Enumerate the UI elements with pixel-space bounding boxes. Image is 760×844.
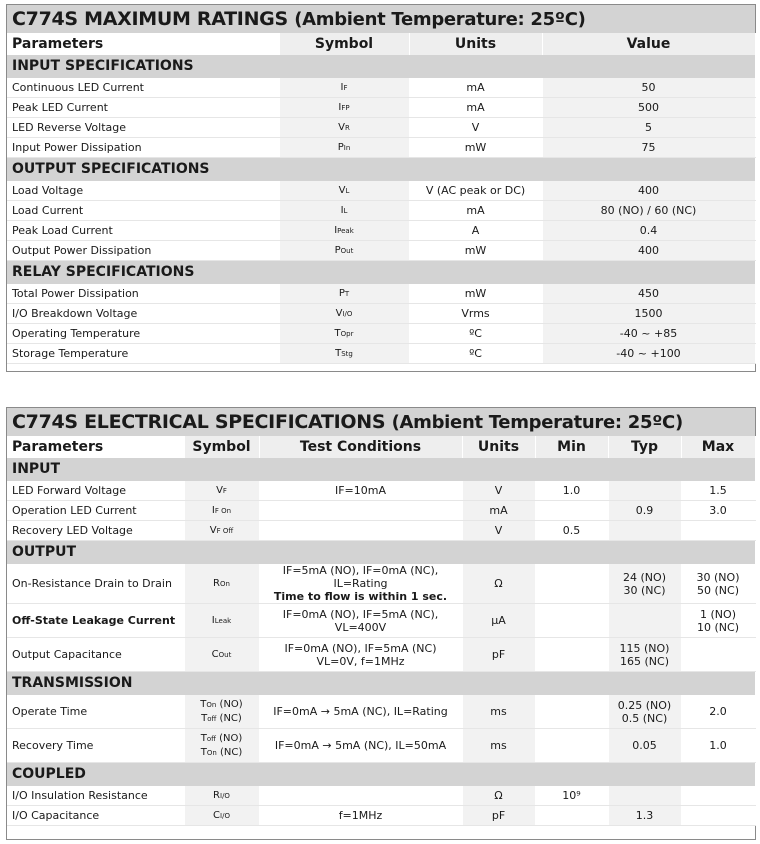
units-cell: ms <box>462 695 535 729</box>
symbol-subscript: In <box>343 143 351 152</box>
column-header: Test Conditions <box>259 436 462 458</box>
test-conditions-cell <box>259 501 462 521</box>
symbol-subscript: off <box>206 734 216 743</box>
max-cell-line: 2.0 <box>709 705 727 718</box>
max-cell <box>681 729 755 763</box>
min-cell <box>535 564 608 604</box>
symbol-subscript: On <box>206 748 217 757</box>
typ-cell-line: 30 (NC) <box>623 583 666 597</box>
parameter-cell: Off-State Leakage Current <box>7 604 184 638</box>
parameter-cell: Storage Temperature <box>7 344 279 364</box>
symbol-main: V <box>216 484 223 496</box>
typ-cell-line: 0.05 <box>632 739 657 752</box>
symbol-cell <box>184 521 259 541</box>
table-row <box>7 806 755 826</box>
section-header-row <box>7 55 755 78</box>
symbol-line <box>185 698 259 712</box>
parameter-cell: Operation LED Current <box>7 501 184 521</box>
test-conditions-cell-line: VL=0V, f=1MHz <box>316 654 405 668</box>
test-conditions-cell-line: f=1MHz <box>338 809 383 822</box>
parameter-cell: I/O Insulation Resistance <box>7 786 184 806</box>
section-header-row <box>7 158 755 182</box>
min-cell: 0.5 <box>535 521 608 541</box>
symbol-cell <box>184 729 259 763</box>
table-row <box>7 695 755 729</box>
typ-cell <box>608 786 681 806</box>
typ-cell <box>608 638 681 672</box>
section-title: OUTPUT <box>7 541 755 565</box>
parameter-cell: I/O Breakdown Voltage <box>7 304 279 324</box>
symbol-main: R <box>213 577 220 589</box>
symbol-main: T <box>200 746 207 758</box>
title-paren: (Ambient Temperature: 25ºC) <box>391 412 683 433</box>
parameter-cell: Operating Temperature <box>7 324 279 344</box>
units-cell: mA <box>409 98 542 118</box>
units-cell: mW <box>409 138 542 158</box>
parameter-cell: Output Capacitance <box>7 638 184 672</box>
symbol-cell <box>184 638 259 672</box>
symbol-cell <box>279 324 409 344</box>
column-header: Symbol <box>184 436 259 458</box>
column-header: Typ <box>608 436 681 458</box>
symbol-cell <box>279 221 409 241</box>
column-header: Min <box>535 436 608 458</box>
max-cell <box>681 806 755 826</box>
section-title: COUPLED <box>7 763 755 787</box>
test-conditions-cell <box>259 729 462 763</box>
max-cell <box>681 786 755 806</box>
max-cell-line: 3.0 <box>709 504 727 517</box>
table-row <box>7 638 755 672</box>
parameter-cell: LED Forward Voltage <box>7 481 184 501</box>
section-title: OUTPUT SPECIFICATIONS <box>7 158 755 182</box>
max-cell-line: 30 (NO) <box>696 570 740 584</box>
symbol-main: T <box>334 327 341 339</box>
parameter-cell: Load Current <box>7 201 279 221</box>
symbol-cell <box>279 304 409 324</box>
units-cell: Vrms <box>409 304 542 324</box>
symbol-subscript: Stg <box>341 349 353 358</box>
symbol-main: I <box>340 204 344 216</box>
symbol-cell <box>279 181 409 201</box>
symbol-main: V <box>338 121 345 133</box>
typ-cell <box>608 806 681 826</box>
max-cell <box>681 521 755 541</box>
section-header-row <box>7 763 755 787</box>
symbol-cell <box>279 344 409 364</box>
symbol-subscript: R <box>344 123 350 132</box>
symbol-cell <box>279 118 409 138</box>
units-cell: A <box>409 221 542 241</box>
header-row <box>7 33 755 55</box>
min-cell <box>535 638 608 672</box>
section-title: INPUT <box>7 458 755 481</box>
symbol-subscript: Peak <box>337 226 354 235</box>
units-cell: µA <box>462 604 535 638</box>
max-cell <box>681 604 755 638</box>
max-cell-line: 1 (NO) <box>700 607 736 621</box>
symbol-main: R <box>213 789 220 801</box>
symbol-main: P <box>338 287 345 299</box>
value-cell: 1500 <box>542 304 755 324</box>
symbol-cell <box>184 481 259 501</box>
units-cell: ºC <box>409 324 542 344</box>
symbol-subscript: L <box>343 206 348 215</box>
typ-cell-line: 165 (NC) <box>620 654 669 668</box>
symbol-main: T <box>200 698 207 710</box>
max-cell-line: 10 (NC) <box>697 620 739 634</box>
symbol-subscript: Out <box>218 650 232 659</box>
test-conditions-cell <box>259 564 462 604</box>
symbol-main: T <box>201 712 208 724</box>
symbol-subscript: L <box>345 186 350 195</box>
min-cell: 1.0 <box>535 481 608 501</box>
value-cell: -40 ~ +85 <box>542 324 755 344</box>
max-cell <box>681 501 755 521</box>
min-cell <box>535 604 608 638</box>
min-cell <box>535 695 608 729</box>
electrical-specs-title <box>7 408 755 436</box>
title-main: C774S ELECTRICAL SPECIFICATIONS <box>12 411 386 433</box>
parameter-cell: Recovery Time <box>7 729 184 763</box>
column-header: Parameters <box>7 33 279 55</box>
symbol-subscript: On <box>206 700 217 709</box>
max-cell-line: 1.0 <box>709 739 727 752</box>
symbol-subscript: T <box>344 289 350 298</box>
symbol-subscript: I/O <box>220 791 230 800</box>
symbol-cell <box>184 501 259 521</box>
symbol-subscript: On <box>220 579 230 588</box>
units-cell: mA <box>462 501 535 521</box>
symbol-main: I <box>338 101 342 113</box>
value-cell: 0.4 <box>542 221 755 241</box>
symbol-suffix: (NC) <box>216 746 243 758</box>
test-conditions-cell-line: IF=0mA (NO), IF=5mA (NC), VL=400V <box>282 607 439 634</box>
symbol-suffix: (NO) <box>216 698 243 710</box>
symbol-line <box>185 712 259 726</box>
table-row <box>7 501 755 521</box>
symbol-main: I <box>340 81 344 93</box>
maximum-ratings-title <box>7 5 755 33</box>
symbol-main: I <box>211 504 215 516</box>
section-header-row <box>7 672 755 696</box>
symbol-cell <box>279 138 409 158</box>
parameter-cell: Recovery LED Voltage <box>7 521 184 541</box>
symbol-subscript: I/O <box>220 811 230 820</box>
parameter-cell: Peak LED Current <box>7 98 279 118</box>
table-row <box>7 284 755 304</box>
section-header-row <box>7 261 755 285</box>
typ-cell-line: 1.3 <box>635 809 654 822</box>
section-header-row <box>7 541 755 565</box>
symbol-cell <box>184 695 259 729</box>
symbol-main: C <box>211 648 219 660</box>
units-cell: V <box>462 481 535 501</box>
typ-cell <box>608 481 681 501</box>
symbol-subscript: I/O <box>342 309 353 318</box>
section-title: RELAY SPECIFICATIONS <box>7 261 755 285</box>
typ-cell <box>608 564 681 604</box>
units-cell: mA <box>409 78 542 98</box>
symbol-cell <box>279 241 409 261</box>
maximum-ratings-table <box>7 33 756 364</box>
units-cell: mA <box>409 201 542 221</box>
test-conditions-cell <box>259 481 462 501</box>
test-conditions-cell <box>259 695 462 729</box>
max-cell <box>681 564 755 604</box>
table-row <box>7 98 755 118</box>
symbol-main: P <box>337 141 344 153</box>
value-cell: 75 <box>542 138 755 158</box>
symbol-cell <box>184 786 259 806</box>
symbol-subscript: Out <box>340 246 354 255</box>
units-cell: Ω <box>462 786 535 806</box>
column-header: Units <box>462 436 535 458</box>
symbol-line <box>185 746 259 760</box>
symbol-main: C <box>213 809 221 821</box>
table-row <box>7 78 755 98</box>
table-row <box>7 201 755 221</box>
title-main: C774S MAXIMUM RATINGS <box>12 8 288 30</box>
table-row <box>7 729 755 763</box>
column-header: Value <box>542 33 755 55</box>
table-row <box>7 481 755 501</box>
parameter-cell: I/O Capacitance <box>7 806 184 826</box>
electrical-specs-table <box>7 436 756 826</box>
typ-cell <box>608 501 681 521</box>
symbol-suffix: (NO) <box>215 732 243 744</box>
table-row <box>7 344 755 364</box>
symbol-main: I <box>211 614 215 626</box>
value-cell: 450 <box>542 284 755 304</box>
table-row <box>7 118 755 138</box>
table-row <box>7 221 755 241</box>
typ-cell <box>608 521 681 541</box>
min-cell <box>535 729 608 763</box>
max-cell <box>681 481 755 501</box>
max-cell <box>681 695 755 729</box>
units-cell: mW <box>409 284 542 304</box>
units-cell: pF <box>462 806 535 826</box>
table-row <box>7 324 755 344</box>
units-cell: V <box>462 521 535 541</box>
column-header: Parameters <box>7 436 184 458</box>
symbol-main: V <box>209 524 217 536</box>
section-title: TRANSMISSION <box>7 672 755 696</box>
value-cell: 400 <box>542 241 755 261</box>
symbol-subscript: FP <box>341 103 350 112</box>
parameter-cell: Output Power Dissipation <box>7 241 279 261</box>
symbol-cell <box>279 284 409 304</box>
value-cell: 500 <box>542 98 755 118</box>
symbol-main: I <box>334 224 338 236</box>
symbol-main: V <box>335 307 343 319</box>
symbol-cell <box>279 78 409 98</box>
symbol-subscript: Opr <box>340 329 354 338</box>
table-row <box>7 786 755 806</box>
symbol-cell <box>184 806 259 826</box>
table-row <box>7 564 755 604</box>
typ-cell <box>608 729 681 763</box>
test-conditions-cell-line: IF=5mA (NO), IF=0mA (NC), IL=Rating <box>282 564 439 590</box>
test-conditions-cell <box>259 786 462 806</box>
symbol-line <box>185 732 259 746</box>
parameter-cell: LED Reverse Voltage <box>7 118 279 138</box>
symbol-main: T <box>335 347 342 359</box>
test-conditions-cell <box>259 638 462 672</box>
maximum-ratings-panel <box>6 4 756 372</box>
test-conditions-cell <box>259 604 462 638</box>
units-cell: ºC <box>409 344 542 364</box>
symbol-subscript: Leak <box>214 616 232 625</box>
max-cell <box>681 638 755 672</box>
table-row <box>7 241 755 261</box>
symbol-subscript: F On <box>214 506 232 515</box>
header-row <box>7 436 755 458</box>
value-cell: 5 <box>542 118 755 138</box>
section-title: INPUT SPECIFICATIONS <box>7 55 755 78</box>
parameter-cell: Operate Time <box>7 695 184 729</box>
symbol-suffix: (NC) <box>216 712 242 724</box>
symbol-subscript: F <box>343 83 348 92</box>
column-header: Max <box>681 436 755 458</box>
typ-cell <box>608 604 681 638</box>
test-conditions-cell <box>259 521 462 541</box>
symbol-cell <box>184 604 259 638</box>
parameter-cell: Continuous LED Current <box>7 78 279 98</box>
min-cell <box>535 501 608 521</box>
electrical-specs-panel <box>6 407 756 840</box>
test-conditions-cell-line: Time to flow is within 1 sec. <box>273 590 448 603</box>
symbol-subscript: off <box>207 714 217 723</box>
typ-cell-line: 0.5 (NC) <box>621 711 668 725</box>
units-cell: mW <box>409 241 542 261</box>
value-cell: 400 <box>542 181 755 201</box>
symbol-main: T <box>200 732 207 744</box>
value-cell: 80 (NO) / 60 (NC) <box>542 201 755 221</box>
symbol-cell <box>279 98 409 118</box>
table-row <box>7 304 755 324</box>
typ-cell-line: 0.25 (NO) <box>617 698 672 712</box>
max-cell-line: 50 (NC) <box>697 583 739 597</box>
title-paren: (Ambient Temperature: 25ºC) <box>294 9 586 30</box>
units-cell: ms <box>462 729 535 763</box>
test-conditions-cell-line: IF=0mA (NO), IF=5mA (NC) <box>284 641 437 655</box>
units-cell: V (AC peak or DC) <box>409 181 542 201</box>
parameter-cell: Input Power Dissipation <box>7 138 279 158</box>
typ-cell-line: 0.9 <box>635 504 654 517</box>
typ-cell-line: 115 (NO) <box>619 641 670 655</box>
units-cell: pF <box>462 638 535 672</box>
column-header: Units <box>409 33 542 55</box>
symbol-main: P <box>334 244 341 256</box>
section-header-row <box>7 458 755 481</box>
test-conditions-cell-line: IF=10mA <box>334 484 387 497</box>
symbol-cell <box>279 201 409 221</box>
symbol-subscript: F <box>222 486 227 495</box>
parameter-cell: Total Power Dissipation <box>7 284 279 304</box>
value-cell: -40 ~ +100 <box>542 344 755 364</box>
symbol-subscript: F Off <box>216 526 234 535</box>
column-header: Symbol <box>279 33 409 55</box>
max-cell-line: 1.5 <box>709 484 727 497</box>
test-conditions-cell <box>259 806 462 826</box>
table-row <box>7 521 755 541</box>
min-cell: 10⁹ <box>535 786 608 806</box>
table-row <box>7 604 755 638</box>
test-conditions-cell-line: IF=0mA → 5mA (NC), IL=50mA <box>274 739 447 752</box>
min-cell <box>535 806 608 826</box>
symbol-cell <box>184 564 259 604</box>
parameter-cell: Load Voltage <box>7 181 279 201</box>
symbol-main: V <box>338 184 346 196</box>
table-row <box>7 181 755 201</box>
parameter-cell: Peak Load Current <box>7 221 279 241</box>
typ-cell <box>608 695 681 729</box>
typ-cell-line: 24 (NO) <box>623 570 666 584</box>
units-cell: V <box>409 118 542 138</box>
table-row <box>7 138 755 158</box>
value-cell: 50 <box>542 78 755 98</box>
parameter-cell: On-Resistance Drain to Drain <box>7 564 184 604</box>
units-cell: Ω <box>462 564 535 604</box>
test-conditions-cell-line: IF=0mA → 5mA (NC), IL=Rating <box>273 705 448 718</box>
